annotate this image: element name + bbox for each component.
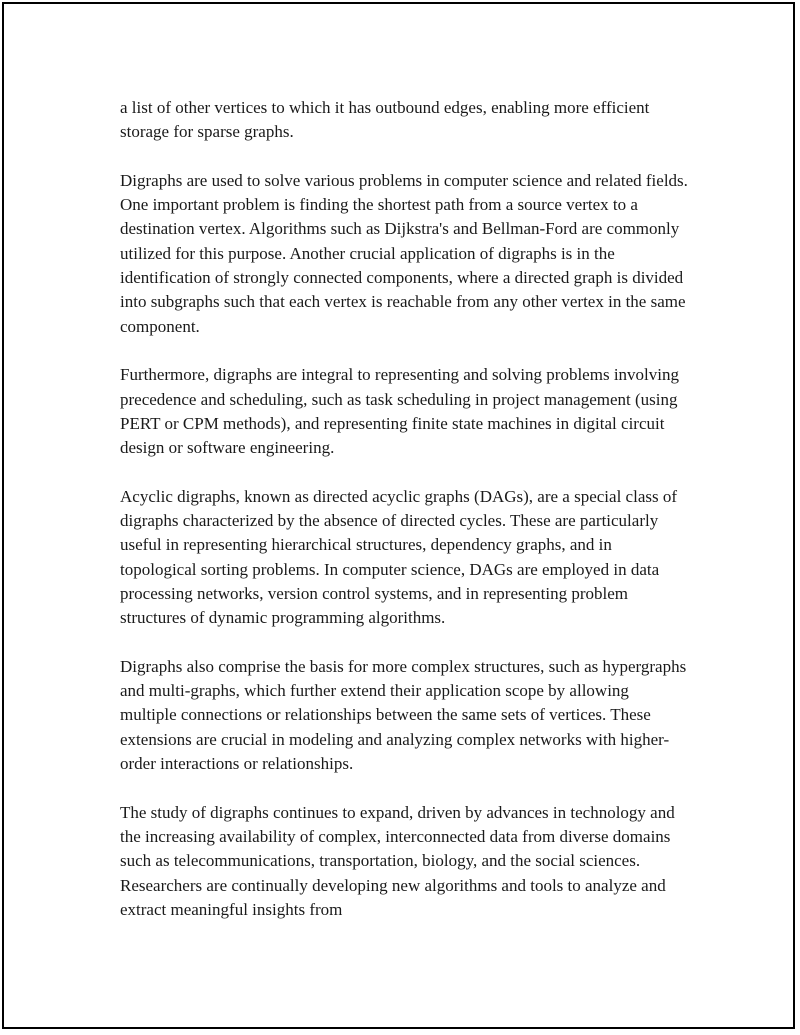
paragraph-scheduling: Furthermore, digraphs are integral to representing and solving problems involving precedence and scheduling, such as task scheduling in project management (using PERT or CPM methods), and representing finite state machines in digital circuit design or software engineering.	[120, 365, 679, 458]
paragraph-dags: Acyclic digraphs, known as directed acyclic graphs (DAGs), are a special class of digraphs characterized by the absence of directed cycles. These are particularly useful in representing hierarchical structures, dependency graphs, and in topological sorting problems. In computer science, DAGs are employed in data processing networks, version control systems, and in representing problem structures of dynamic programming algorithms.	[120, 486, 678, 628]
paragraph-applications: Digraphs are used to solve various problems in computer science and related fields. One important problem is finding the shortest path from a source vertex to a destination vertex. Algorithms such as Dijkstra's and Bellman-Ford are commonly utilized for this purpose. Another crucial application of digraphs is in the identification of strongly connected components, where a directed graph is divided into subgraphs such that each vertex is reachable from any other vertex in the same component.	[120, 170, 688, 336]
paragraph-future-study: The study of digraphs continues to expand, driven by advances in technology and the increasing availability of complex, interconnected data from diverse domains such as telecommunications, transportation, biology, and the social sciences. Researchers are continually developing new algorithms and tools to analyze and extract meaningful insights from	[120, 802, 675, 919]
paragraph-adjacency-list: a list of other vertices to which it has outbound edges, enabling more efficient storage for sparse graphs.	[120, 98, 650, 142]
paragraph-complex-structures: Digraphs also comprise the basis for more complex structures, such as hypergraphs and multi-graphs, which further extend their application scope by allowing multiple connections or relationships between the same sets of vertices. These extensions are crucial in modeling and analyzing complex networks with higher-order interactions or relationships.	[120, 656, 687, 774]
page-frame	[2, 2, 795, 1029]
document-body	[120, 96, 688, 922]
